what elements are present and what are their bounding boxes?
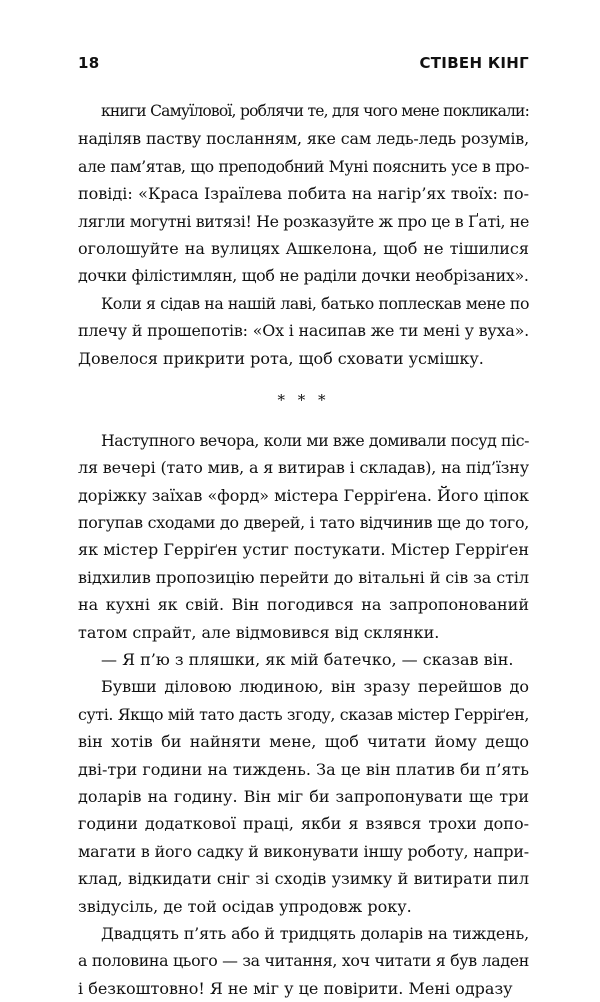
text-line: суті. Якщо мій тато дасть згоду, сказав містер Герріґен,	[78, 704, 529, 724]
text-line: відхилив пропозицію перейти до вітальні й сів за стіл	[78, 567, 529, 587]
text-line: магати в його садку й виконувати іншу роботу, напри-	[78, 841, 529, 861]
paragraph	[78, 646, 529, 673]
page-header	[78, 54, 529, 78]
text-line: татом спрайт, але відмовився від склянки.	[78, 622, 440, 642]
text-line: повіді: «Краса Ізраїлева побита на нагір’ях твоїх: по-	[78, 184, 529, 204]
text-line: плечу й прошепотів: «Ох і насипав же ти мені у вуха».	[78, 321, 529, 341]
text-line: ля вечері (тато мив, а я витирав і складав), на під’їзну	[78, 458, 529, 478]
running-head-author: СТІВЕН КІНГ	[419, 54, 529, 72]
text-line: на кухні як свій. Він погодився на запропонований	[78, 595, 529, 615]
text-line: він хотів би найняти мене, щоб читати йому дещо	[78, 732, 529, 752]
text-line: звідусіль, де той осідав упродовж року.	[78, 896, 412, 916]
text-line: Наступного вечора, коли ми вже домивали посуд піс-	[101, 430, 529, 450]
text-line: доріжку заїхав «форд» містера Герріґена. Його ціпок	[78, 485, 529, 505]
text-line: наділяв паству посланням, яке сам ледь-ледь розумів,	[78, 129, 529, 149]
text-line: лягли могутні витязі! Не розказуйте ж про це в Ґаті, не	[78, 211, 529, 231]
paragraph	[78, 920, 529, 1002]
text-line: погупав сходами до дверей, і тато відчинив ще до того,	[78, 513, 529, 533]
text-line: Двадцять п’ять або й тридцять доларів на тиждень,	[101, 923, 529, 943]
paragraph	[78, 673, 529, 920]
text-line: Бувши діловою людиною, він зразу перейшов до	[101, 677, 529, 697]
text-line: Довелося прикрити рота, щоб сховати усмішку.	[78, 348, 484, 368]
text-line: як містер Герріґен устиг постукати. Містер Герріґен	[78, 540, 529, 560]
text-line: дві-три години на тиждень. За це він платив би п’ять	[78, 759, 529, 779]
paragraph	[78, 290, 529, 372]
text-line: Коли я сідав на нашій лаві, батько поплескав мене по	[101, 293, 529, 313]
page-number: 18	[78, 54, 100, 72]
text-line: — Я п’ю з пляшки, як мій батечко, — сказав він.	[101, 650, 514, 670]
text-line: книги Самуїлової, роблячи те, для чого мене покликали:	[101, 102, 529, 120]
section-separator: * * *	[277, 390, 330, 409]
text-line: клад, відкидати сніг зі сходів узимку й витирати пил	[78, 869, 529, 889]
text-line: і безкоштовно! Я не міг у це повірити. Мені одразу	[78, 978, 513, 998]
text-line: доларів на годину. Він міг би запропонувати ще три	[78, 786, 529, 806]
paragraph	[78, 427, 529, 646]
text-line: але пам’ятав, що преподобний Муні пояснить усе в про-	[78, 156, 529, 176]
text-line: години додаткової праці, якби я взявся трохи допо-	[78, 814, 529, 834]
text-line: дочки філістимлян, щоб не раділи дочки необрізаних».	[78, 266, 529, 286]
text-line: а половина цього — за читання, хоч читати я був ладен	[78, 951, 529, 971]
body-text	[78, 98, 529, 1002]
paragraph	[78, 98, 529, 290]
text-line: оголошуйте на вулицях Ашкелона, щоб не тішилися	[78, 238, 529, 258]
